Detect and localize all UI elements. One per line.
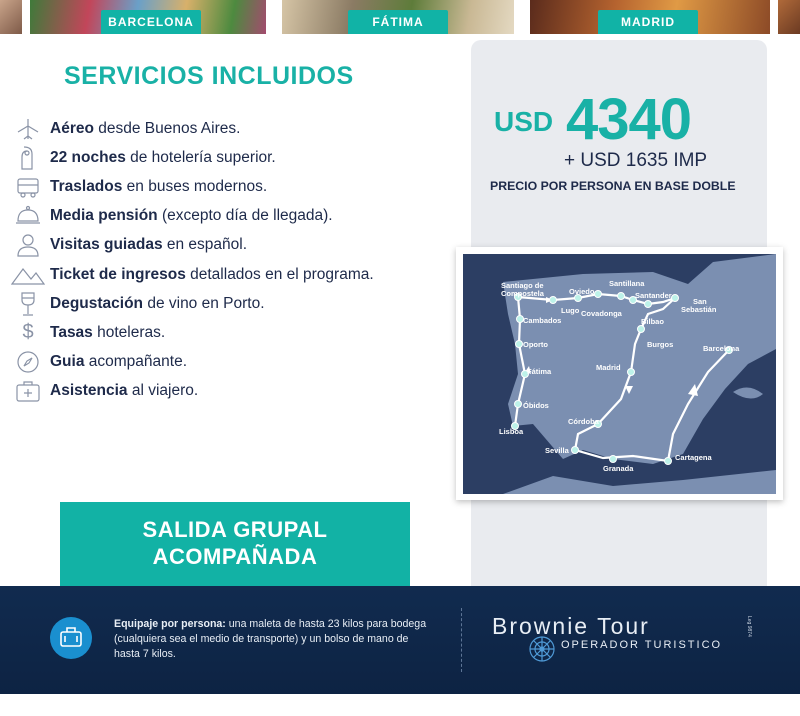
brand-subtitle: OPERADOR TURISTICO xyxy=(561,639,723,651)
price-note: PRECIO POR PERSONA EN BASE DOBLE xyxy=(490,179,736,193)
service-item: Guia acompañante. xyxy=(6,348,426,377)
service-item: Media pensión (excepto día de llegada). xyxy=(6,202,426,231)
price-amount: 4340 xyxy=(566,87,692,152)
map-label: Oporto xyxy=(523,340,548,349)
route-map xyxy=(456,247,783,500)
services-list xyxy=(6,114,426,406)
map-label: Barcelona xyxy=(703,344,740,353)
map-label: Lisboa xyxy=(499,427,524,436)
map-label: Córdoba xyxy=(568,417,599,426)
stop-bilbao xyxy=(645,301,652,308)
first-aid-icon xyxy=(6,377,50,405)
map-label: Bilbao xyxy=(641,317,664,326)
service-item: Ticket de ingresos detallados en el programa. xyxy=(6,260,426,289)
service-item: Asistencia al viajero. xyxy=(6,377,426,406)
stop-sevilla xyxy=(572,447,579,454)
stop-lugo xyxy=(550,297,557,304)
map-label: Cartagena xyxy=(675,453,712,462)
stop-oporto xyxy=(516,341,523,348)
stop-burgos xyxy=(638,326,645,333)
city-tag-barcelona: BARCELONA xyxy=(101,10,201,34)
map-label: Oviedo xyxy=(569,287,595,296)
plane-icon xyxy=(6,115,50,143)
services-title: SERVICIOS INCLUIDOS xyxy=(64,62,354,90)
stop-covadonga xyxy=(595,291,602,298)
stop-cartagena xyxy=(665,458,672,465)
brand-name: Brownie Tour xyxy=(492,613,650,639)
map-label: Santillana xyxy=(609,279,645,288)
price-currency: USD xyxy=(494,106,554,137)
door-hanger-icon xyxy=(6,144,50,172)
dollar-icon: $ xyxy=(22,321,34,344)
service-item: Aéreo desde Buenos Aires. xyxy=(6,114,426,143)
map-label: Óbidos xyxy=(523,401,549,410)
map-label: Sevilla xyxy=(545,446,569,455)
stop-obidos xyxy=(515,401,522,408)
stop-madrid xyxy=(628,369,635,376)
map-label: Santander xyxy=(635,291,672,300)
map-label: Cambados xyxy=(523,316,562,325)
city-tag-fatima: FÁTIMA xyxy=(348,10,448,34)
service-item: Traslados en buses modernos. xyxy=(6,172,426,201)
route-map-svg xyxy=(463,254,776,494)
price-taxes: + USD 1635 IMP xyxy=(564,150,708,171)
photo-right-edge xyxy=(778,0,800,34)
service-item: 22 noches de hotelería superior. xyxy=(6,143,426,172)
city-tag-madrid: MADRID xyxy=(598,10,698,34)
luggage-info: Equipaje por persona: una maleta de hasta 23 kilos para bodega (cualquiera sea el medio de transporte) y un bolso de mano de hasta 7 kilos. xyxy=(114,618,427,660)
photo-left-edge xyxy=(0,0,22,34)
service-item: Degustación de vino en Porto. xyxy=(6,289,426,318)
map-label: Madrid xyxy=(596,363,621,372)
service-item: Visitas guiadas en español. xyxy=(6,231,426,260)
photo-madrid xyxy=(530,0,770,34)
bus-icon xyxy=(6,173,50,201)
group-departure-banner[interactable] xyxy=(60,502,410,586)
map-label: Burgos xyxy=(647,340,674,349)
stop-santillana xyxy=(618,293,625,300)
brand-license: Leg 9874 xyxy=(746,616,752,637)
service-item: $ Tasas hoteleras. xyxy=(6,318,426,347)
mountains-icon xyxy=(6,261,50,289)
cta-line-1: SALIDA GRUPAL xyxy=(142,517,328,542)
photo-barcelona xyxy=(30,0,266,34)
map-label: Fátima xyxy=(527,367,552,376)
guide-icon xyxy=(6,231,50,259)
compass-icon xyxy=(6,348,50,376)
photo-fatima xyxy=(282,0,514,34)
footer-divider xyxy=(461,608,462,672)
map-label: Lugo xyxy=(561,306,580,315)
map-label: Sebastián xyxy=(681,305,717,314)
wine-glass-icon xyxy=(6,290,50,318)
stop-sansebastian xyxy=(672,295,679,302)
map-label: Granada xyxy=(603,464,634,473)
cta-line-2: ACOMPAÑADA xyxy=(152,544,318,569)
map-label: Compostela xyxy=(501,289,544,298)
map-label: Covadonga xyxy=(581,309,622,318)
map-label: San xyxy=(693,297,707,306)
brand-logo-icon xyxy=(527,634,557,669)
luggage-icon xyxy=(50,617,92,659)
food-tray-icon xyxy=(6,202,50,230)
stop-granada xyxy=(610,456,617,463)
map-label: Santiago de xyxy=(501,281,544,290)
